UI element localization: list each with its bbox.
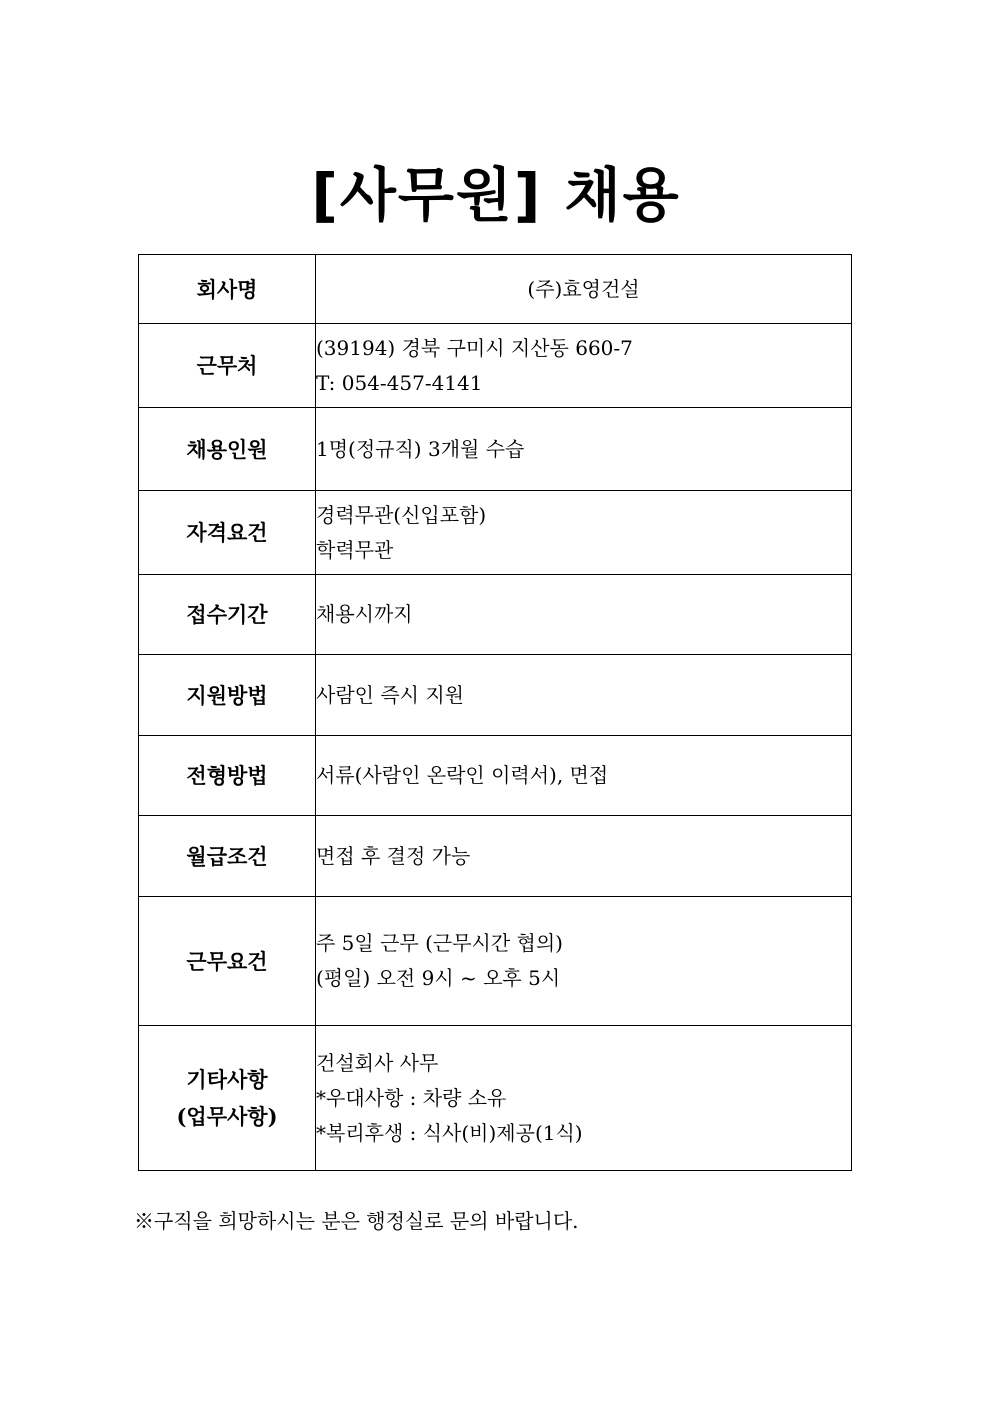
row-value-application-period <box>316 575 852 655</box>
value-line: 채용시까지 <box>316 602 413 626</box>
table-row <box>139 255 852 324</box>
value-line: (주)효영건설 <box>527 276 640 301</box>
row-value-workplace <box>316 324 852 408</box>
table-row <box>139 897 852 1026</box>
value-line: T: 054-457-4141 <box>316 370 483 395</box>
row-label-salary: 월급조건 <box>139 816 316 897</box>
row-value-headcount <box>316 408 852 491</box>
value-line: 주 5일 근무 (근무시간 협의) <box>316 931 563 955</box>
value-line: (평일) 오전 9시 ~ 오후 5시 <box>316 966 561 990</box>
table-row <box>139 575 852 655</box>
value-line: 사람인 즉시 지원 <box>316 682 464 707</box>
label-line: (업무사항) <box>176 1104 278 1129</box>
row-value-qualifications <box>316 491 852 575</box>
value-line: 건설회사 사무 <box>316 1050 439 1075</box>
row-label-apply-method: 지원방법 <box>139 655 316 736</box>
row-value-selection-method <box>316 736 852 816</box>
row-value-other <box>316 1026 852 1171</box>
table-row <box>139 736 852 816</box>
row-label-workplace: 근무처 <box>139 324 316 408</box>
row-label-selection-method: 전형방법 <box>139 736 316 816</box>
table-row <box>139 1026 852 1171</box>
page-title: [사무원] 채용 <box>311 161 681 229</box>
value-line: 경력무관(신입포함) <box>316 502 487 527</box>
table-row <box>139 491 852 575</box>
row-label-other <box>139 1026 316 1171</box>
value-line: 서류(사람인 온락인 이력서), 면접 <box>316 763 609 787</box>
row-label-application-period: 접수기간 <box>139 575 316 655</box>
row-value-apply-method <box>316 655 852 736</box>
value-line: *우대사항 : 차량 소유 <box>316 1085 507 1110</box>
value-line: 면접 후 결정 가능 <box>316 843 471 868</box>
row-value-company <box>316 255 852 324</box>
label-line: 기타사항 <box>186 1067 268 1092</box>
row-value-working-conditions <box>316 897 852 1026</box>
row-label-headcount: 채용인원 <box>139 408 316 491</box>
table-row <box>139 655 852 736</box>
value-line: 1명(정규직) 3개월 수습 <box>316 436 525 461</box>
value-line: (39194) 경북 구미시 지산동 660-7 <box>316 335 633 360</box>
job-posting-table <box>138 254 852 1171</box>
table-row <box>139 816 852 897</box>
row-label-qualifications: 자격요건 <box>139 491 316 575</box>
row-label-company: 회사명 <box>139 255 316 324</box>
value-line: 학력무관 <box>316 537 394 562</box>
table-row <box>139 324 852 408</box>
footer-note: ※구직을 희망하시는 분은 행정실로 문의 바랍니다. <box>134 1209 579 1233</box>
row-label-working-conditions: 근무요건 <box>139 897 316 1026</box>
row-value-salary <box>316 816 852 897</box>
value-line: *복리후생 : 식사(비)제공(1식) <box>316 1120 583 1145</box>
table-row <box>139 408 852 491</box>
